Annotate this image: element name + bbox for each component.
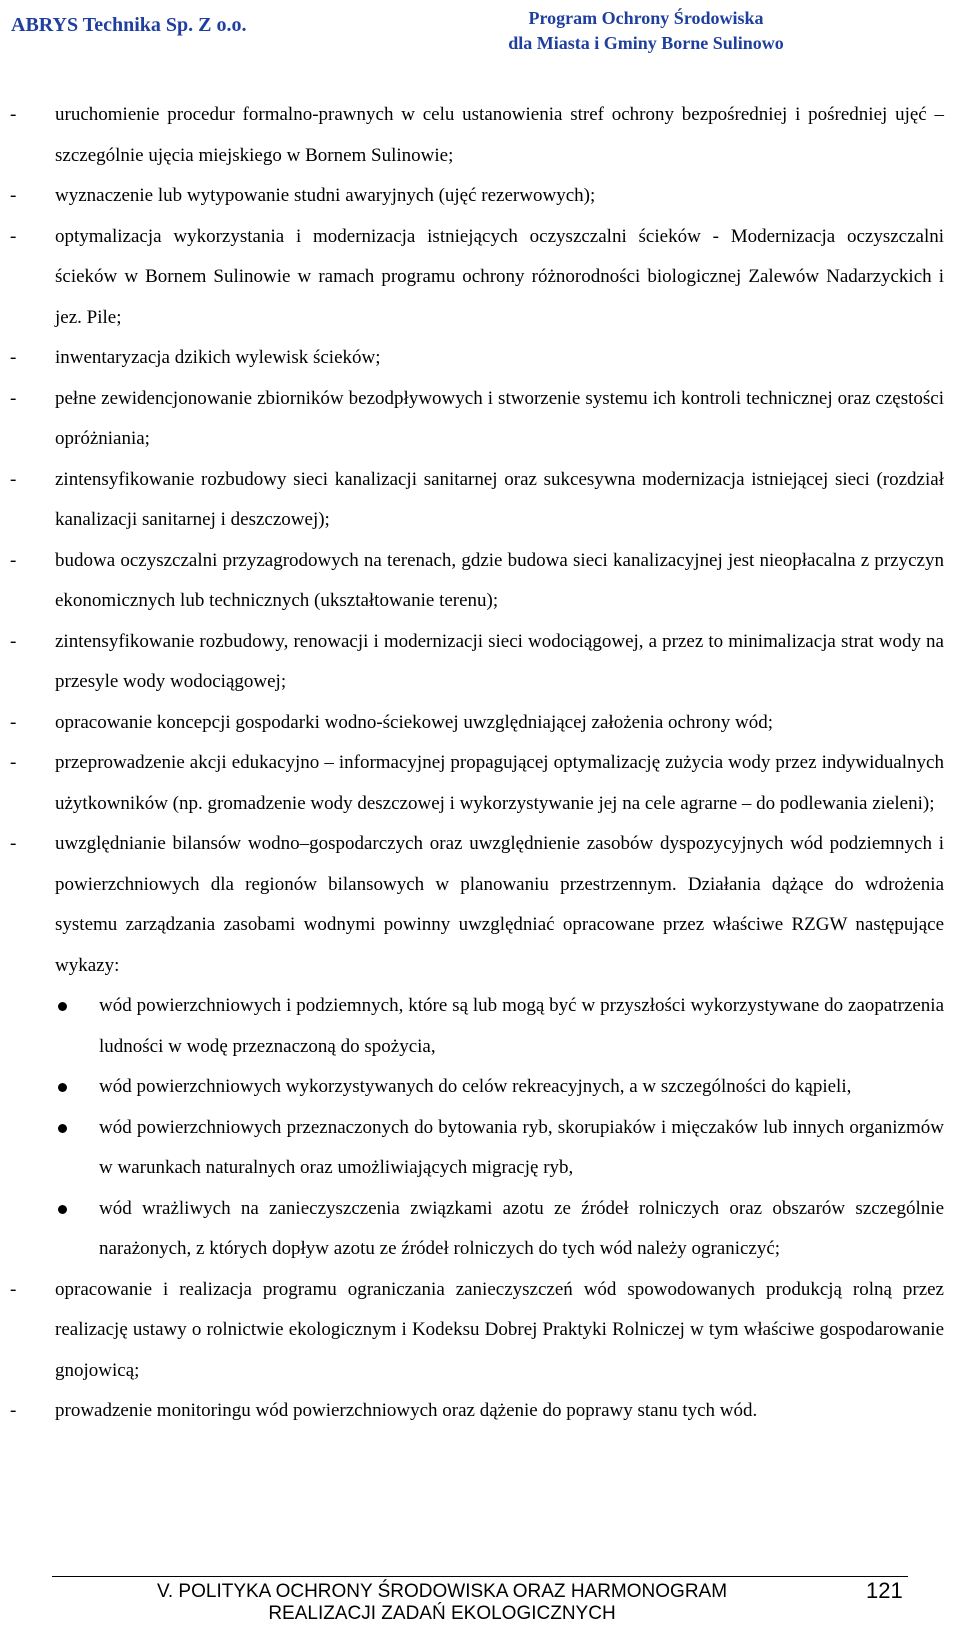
bullet-list	[0, 986, 944, 1270]
list-item-text: zintensyfikowanie rozbudowy sieci kanalizacji sanitarnej oraz sukcesywna modernizacja istniejącej sieci (rozdział kanalizacji sanitarnej i deszczowej);	[55, 468, 944, 530]
list-item	[0, 176, 944, 217]
dash-marker: -	[10, 104, 17, 125]
list-item	[0, 703, 944, 744]
bullet-dot-icon	[58, 1083, 67, 1092]
list-item-text: opracowanie koncepcji gospodarki wodno-ściekowej uwzględniającej założenia ochrony wód;	[55, 711, 774, 733]
list-item-text: wyznaczenie lub wytypowanie studni awaryjnych (ujęć rezerwowych);	[55, 185, 596, 206]
dash-marker: -	[10, 549, 17, 571]
document-body	[0, 95, 944, 1432]
dash-marker: -	[10, 1400, 17, 1421]
footer-chapter-title	[52, 1581, 832, 1625]
bullet-dot-icon	[58, 1124, 67, 1133]
list-item-text: optymalizacja wykorzystania i modernizacja istniejących oczyszczalni ścieków - Modernizacja oczyszczalni ścieków w Bornem Sulinowie w ramach programu ochrony różnorodności biologicznej Zalewów Nadarzyckich i jez. Pile;	[55, 225, 944, 328]
dash-marker: -	[10, 347, 17, 368]
dash-marker: -	[10, 185, 17, 206]
footer-divider	[52, 1576, 908, 1577]
list-item	[0, 460, 944, 541]
dash-marker: -	[10, 468, 17, 490]
list-item	[0, 1391, 944, 1432]
dash-marker: -	[10, 833, 17, 854]
dash-marker: -	[10, 711, 17, 733]
header-program-title	[496, 6, 796, 56]
list-item-text: budowa oczyszczalni przyzagrodowych na terenach, gdzie budowa sieci kanalizacyjnej jest nieopłacalna z przyczyn ekonomicznych lub technicznych (ukształtowanie terenu);	[55, 549, 944, 611]
list-item	[0, 1270, 944, 1392]
list-item-text: uruchomienie procedur formalno-prawnych w celu ustanowienia stref ochrony bezpośredniej i pośredniej ujęć – szczególnie ujęcia miejskiego w Bornem Sulinowie;	[55, 104, 944, 166]
bullet-dot-icon	[58, 1205, 67, 1214]
dash-marker: -	[10, 225, 17, 247]
list-item	[0, 338, 944, 379]
list-item	[0, 743, 944, 824]
bullet-item	[0, 1108, 944, 1189]
list-item	[0, 379, 944, 460]
bullet-item-text: wód wrażliwych na zanieczyszczenia związkami azotu ze źródeł rolniczych oraz obszarów szczególnie narażonych, z których dopływ azotu ze źródeł rolniczych do tych wód należy ograniczyć;	[99, 1197, 944, 1259]
header-program-line1: Program Ochrony Środowiska	[528, 8, 764, 28]
bullet-item-text: wód powierzchniowych przeznaczonych do bytowania ryb, skorupiaków i mięczaków lub innych organizmów w warunkach naturalnych oraz umożliwiających migrację ryb,	[99, 1116, 944, 1178]
bullet-item	[0, 1067, 944, 1108]
page-number: 121	[866, 1578, 903, 1603]
list-item	[0, 541, 944, 622]
list-item	[0, 95, 944, 176]
dash-marker: -	[10, 387, 17, 409]
header-program-line2: dla Miasta i Gminy Borne Sulinowo	[508, 33, 784, 53]
bullet-item-text: wód powierzchniowych wykorzystywanych do celów rekreacyjnych, a w szczególności do kąpieli,	[99, 1076, 852, 1097]
bullet-item	[0, 1189, 944, 1270]
footer-line2: REALIZACJI ZADAŃ EKOLOGICZNYCH	[268, 1603, 616, 1624]
bullet-item	[0, 986, 944, 1067]
dash-marker: -	[10, 630, 17, 652]
dash-marker: -	[10, 1278, 17, 1300]
header-company: ABRYS Technika Sp. Z o.o.	[11, 14, 247, 36]
list-item-text: przeprowadzenie akcji edukacyjno – informacyjnej propagującej optymalizację zużycia wody przez indywidualnych użytkowników (np. gromadzenie wody deszczowej i wykorzystywanie jej na cele agrarne – do podlewania zieleni);	[55, 752, 944, 814]
dash-marker: -	[10, 752, 17, 773]
list-item-text: uwzględnianie bilansów wodno–gospodarczych oraz uwzględnienie zasobów dyspozycyjnych wód podziemnych i powierzchniowych dla regionów bilansowych w planowaniu przestrzennym. Działania dążące do wdrożenia systemu zarządzania zasobami wodnymi powinny uwzględniać opracowane przez właściwe RZGW następujące wykazy:	[55, 833, 944, 976]
bullet-item-text: wód powierzchniowych i podziemnych, które są lub mogą być w przyszłości wykorzystywane do zaopatrzenia ludności w wodę przeznaczoną do spożycia,	[99, 995, 944, 1057]
list-item-text: zintensyfikowanie rozbudowy, renowacji i modernizacji sieci wodociągowej, a przez to minimalizacja strat wody na przesyle wody wodociągowej;	[55, 630, 944, 692]
list-item-text: prowadzenie monitoringu wód powierzchniowych oraz dążenie do poprawy stanu tych wód.	[55, 1400, 758, 1421]
list-item	[0, 622, 944, 703]
footer-line1: V. POLITYKA OCHRONY ŚRODOWISKA ORAZ HARMONOGRAM	[156, 1581, 728, 1602]
bullet-dot-icon	[58, 1002, 67, 1011]
list-item-text: inwentaryzacja dzikich wylewisk ścieków;	[55, 347, 381, 368]
list-item	[0, 217, 944, 339]
list-item	[0, 824, 944, 986]
list-item-text: pełne zewidencjonowanie zbiorników bezodpływowych i stworzenie systemu ich kontroli technicznej oraz częstości opróżniania;	[55, 387, 944, 449]
list-item-text: opracowanie i realizacja programu ograniczania zanieczyszczeń wód spowodowanych produkcją rolną przez realizację ustawy o rolnictwie ekologicznym i Kodeksu Dobrej Praktyki Rolniczej w tym właściwe gospodarowanie gnojowicą;	[55, 1278, 944, 1381]
